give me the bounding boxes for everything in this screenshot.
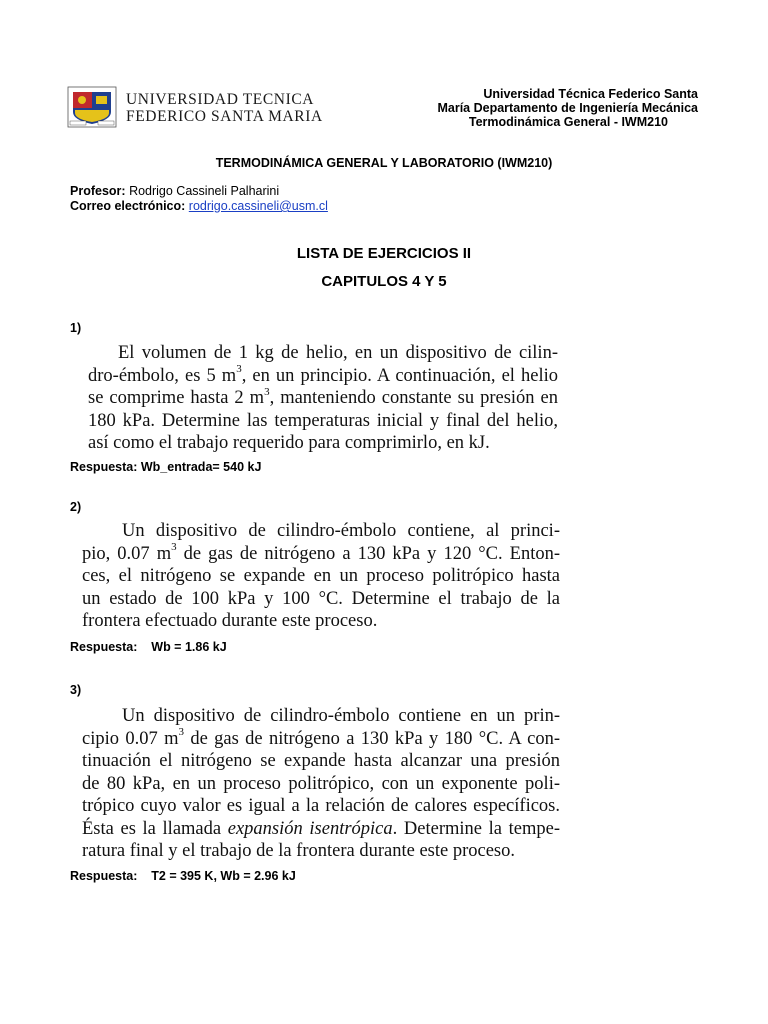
header-right-line-1: Universidad Técnica Federico Santa <box>483 87 698 101</box>
course-title: TERMODINÁMICA GENERAL Y LABORATORIO (IWM210) <box>215 156 553 170</box>
university-crest-icon <box>67 86 117 128</box>
problem-text: trópico cuyo valor es igual a la relación de calores específicos. <box>82 796 560 816</box>
problem-text: de gas de nitrógeno a 130 kPa y 180 °C. A con- <box>183 728 560 749</box>
answer: Respuesta: Wb = 1.86 kJ <box>70 640 227 654</box>
superscript: 3 <box>236 363 242 376</box>
problem-text: de gas de nitrógeno a 130 kPa y 120 °C. Enton- <box>176 543 560 564</box>
problem-text: Un dispositivo de cilindro-émbolo contiene en un prin- <box>122 706 560 726</box>
answer: Respuesta: T2 = 395 K, Wb = 2.96 kJ <box>70 869 296 883</box>
professor-name: Rodrigo Cassineli Palharini <box>129 184 280 198</box>
problem-text: de 80 kPa, en un proceso politrópico, con un exponente poli- <box>82 773 560 794</box>
problem-text: . Determine la tempe- <box>392 818 560 839</box>
problem-text: un estado de 100 kPa y 100 °C. Determine el trabajo de la <box>82 588 560 609</box>
problem-statement <box>82 520 560 633</box>
superscript: 3 <box>264 385 270 398</box>
problem-statement <box>88 342 558 455</box>
answer: Respuesta: Wb_entrada= 540 kJ <box>70 460 262 474</box>
header-right-line-3: Termodinámica General - IWM210 <box>468 115 668 129</box>
problem-text: así como el trabajo requerido para comprimirlo, en kJ. <box>88 433 490 453</box>
problem-statement <box>82 705 560 863</box>
university-name-line-2: FEDERICO SANTA MARIA <box>126 108 323 125</box>
problem-text: ces, el nitrógeno se expande en un proceso politrópico hasta <box>82 566 560 586</box>
superscript: 3 <box>171 541 177 554</box>
problem-number: 1) <box>70 321 82 335</box>
problem-text: se comprime hasta 2 m <box>88 388 265 408</box>
list-title: LISTA DE EJERCICIOS II <box>296 245 472 262</box>
university-name-line-1: UNIVERSIDAD TECNICA <box>126 91 315 108</box>
problem-text: Ésta es la llamada <box>82 818 228 839</box>
chapters-title: CAPITULOS 4 Y 5 <box>321 273 447 290</box>
problem-text: 180 kPa. Determine las temperaturas inicial y final del helio, <box>88 410 558 431</box>
problem-number: 2) <box>70 500 82 514</box>
problem-text: dro-émbolo, es 5 m <box>88 365 237 386</box>
problem-text: El volumen de 1 kg de helio, en un dispositivo de cilin- <box>118 343 558 363</box>
professor-label: Profesor: <box>70 184 126 198</box>
problem-text: frontera efectuado durante este proceso. <box>82 611 378 631</box>
header-right-line-2: María Departamento de Ingeniería Mecánica <box>437 101 698 115</box>
problem-number: 3) <box>70 683 82 697</box>
problem-text: pio, 0.07 m <box>82 543 172 564</box>
problem-text: tinuación el nitrógeno se expande hasta alcanzar una presión <box>82 751 560 771</box>
problem-text: ratura final y el trabajo de la frontera durante este proceso. <box>82 841 515 861</box>
email-link[interactable]: rodrigo.cassineli@usm.cl <box>188 199 328 213</box>
email-info <box>70 199 328 213</box>
problem-text-italic: expansión isentrópica <box>227 818 393 839</box>
problem-text: cipio 0.07 m <box>82 728 179 749</box>
email-label: Correo electrónico: <box>70 199 186 213</box>
problem-text: , en un principio. A continuación, el helio <box>241 365 558 386</box>
professor-info <box>70 184 279 198</box>
problem-text: , manteniendo constante su presión en <box>269 388 558 408</box>
superscript: 3 <box>178 726 184 739</box>
problem-text: Un dispositivo de cilindro-émbolo contiene, al princi- <box>122 521 560 541</box>
